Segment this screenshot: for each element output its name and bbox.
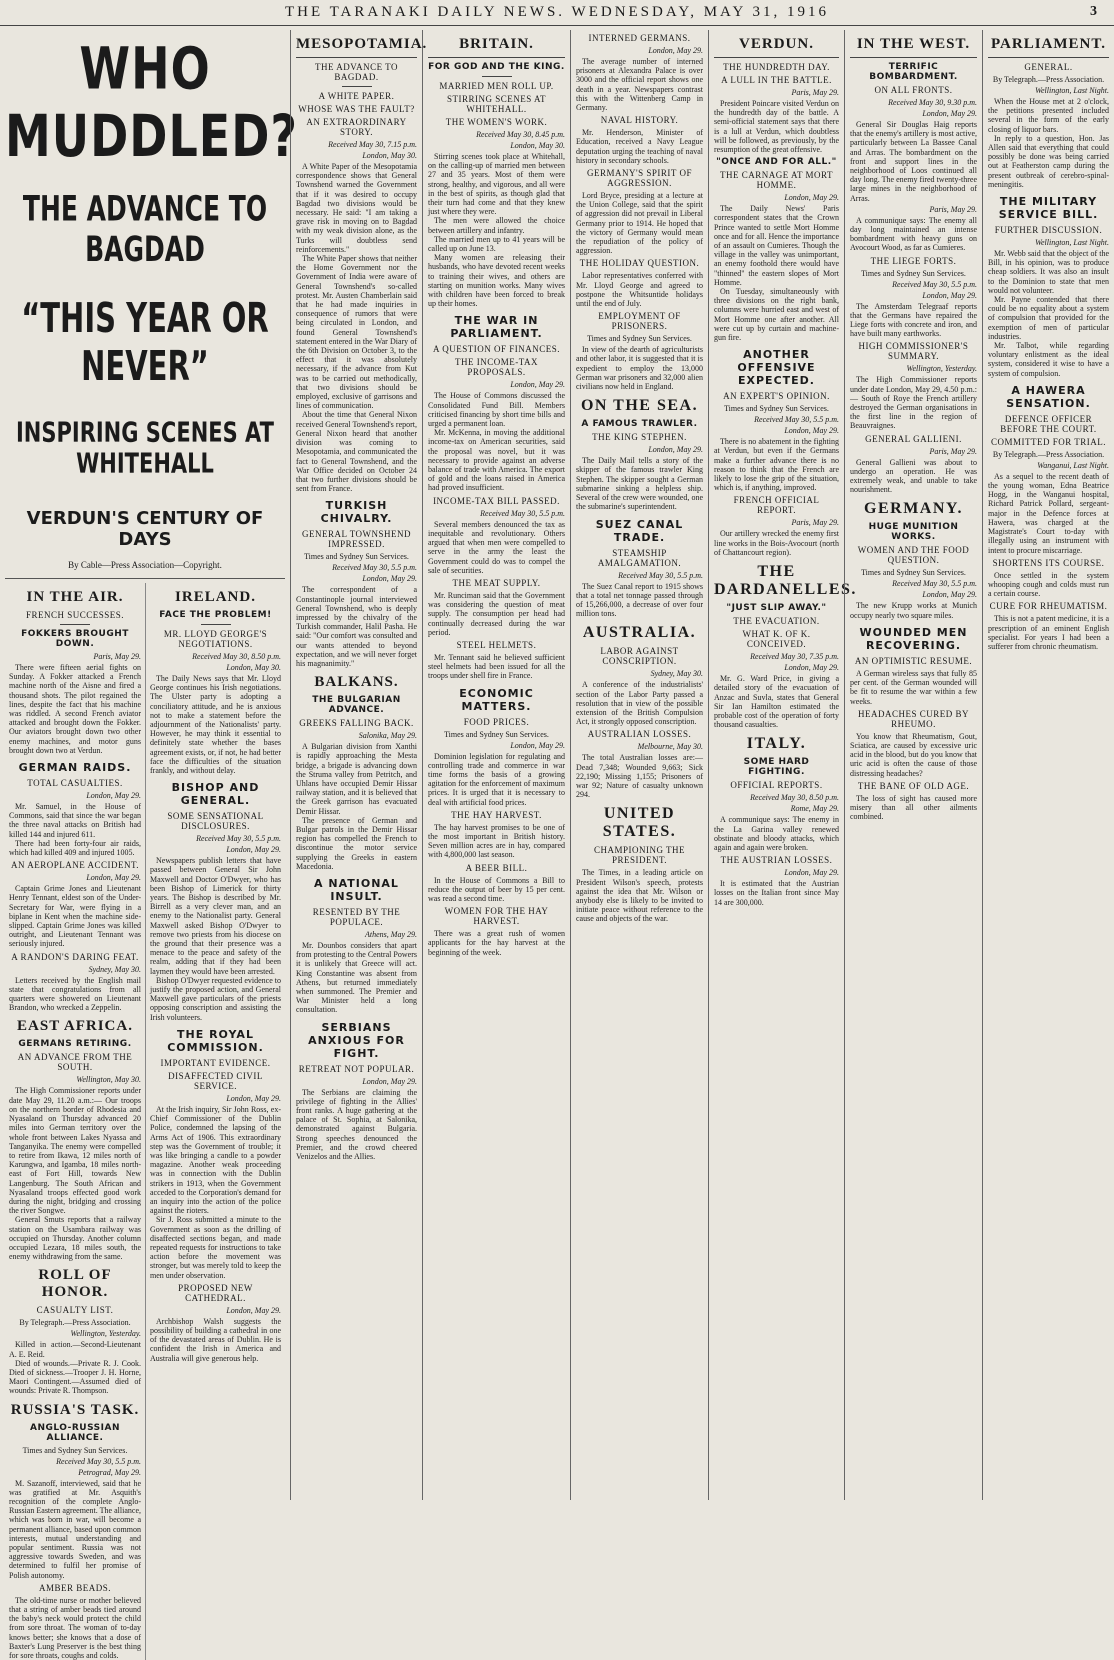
subheading-total-casualties: TOTAL CASUALTIES.	[27, 778, 123, 789]
dateline: Wellington, Yesterday.	[906, 364, 977, 374]
article-text: The House of Commons discussed the Consolidated Fund Bill. Members criticised financing by short time bills and urged a permanent loan.	[428, 391, 565, 429]
column-mesopotamia	[290, 30, 428, 1500]
article-text: Lord Bryce, presiding at a lecture at the Union College, said that the spirit of aggression did not prevail in Liberal Germany prior to 1914. He hoped that the victory of Germany would mean the repudiation of the policy of aggression.	[576, 191, 703, 256]
divider	[988, 57, 1109, 58]
heading-national-insult: A NATIONAL INSULT.	[314, 876, 399, 903]
masthead	[0, 0, 1114, 26]
subheading-french-successes: FRENCH SUCCESSES.	[25, 610, 125, 620]
subheading: GENERAL GALLIENI.	[865, 433, 962, 444]
article-text: Mr. Dounbos considers that apart from protesting to the Central Powers it is unlikely that Greece will act. King Constantine was absent from Athens, but returned immediately when summoned. The Premier and War Minister held a long consultation.	[296, 940, 417, 1015]
article-text: As a sequel to the recent death of the young woman, Edna Beatrice Hogg, in the Wanganui hospital, Richard Patrick Pollard, sergeant-major in the Defence forces at Hawera, was charged at the Magistrate's Court to-day with illegally using an instrument with intent to procure miscarriage.	[988, 471, 1109, 555]
heading-in-the-west: IN THE WEST.	[856, 36, 971, 52]
subheading: HEADACHES CURED BY RHEUMO.	[857, 708, 969, 729]
dateline: Wellington, May 30.	[76, 1075, 141, 1085]
dateline: Paris, May 29.	[93, 652, 141, 661]
subheading: INTERNED GERMANS.	[588, 33, 691, 43]
heading-royal-commission: THE ROYAL COMMISSION.	[167, 1027, 264, 1054]
heading-united-states: UNITED STATES.	[602, 805, 677, 841]
source-line: Times and Sydney Sun Services.	[587, 334, 692, 344]
article-text: Mr. Talbot, while regarding voluntary enlistment as the ideal system, considered it wise to have a system of compulsion.	[988, 341, 1109, 378]
article-text: In view of the dearth of agriculturists and other labor, it is suggested that it is expedient to employ the 13,000 German war prisoners and 32,000 alien civilians now held in England.	[576, 345, 703, 392]
heading-germany: GERMANY.	[864, 500, 963, 518]
source-line: By Telegraph.—Press Association.	[19, 1318, 131, 1328]
subheading: ON ALL FRONTS.	[874, 85, 953, 95]
subheading: STIRRING SCENES AT WHITEHALL.	[446, 94, 546, 114]
heading-ireland: IRELAND.	[175, 589, 256, 605]
article-text: Mr. Tennant said he believed sufficient steel helmets had been issued for all the troops under shell fire in France.	[428, 652, 565, 681]
article-text: When the House met at 2 o'clock, the petitions presented included several in the form of the early closing of liquor bars.	[988, 97, 1109, 134]
dateline: London, May 29.	[784, 663, 839, 673]
subheading: SHORTENS ITS COURSE.	[992, 557, 1105, 568]
column-britain	[422, 30, 570, 1500]
subheading: FOR GOD AND THE KING.	[428, 62, 565, 72]
article-text: Stirring scenes took place at Whitehall, on the calling-up of married men between 27 and 35 years. Most of them were strong, healthy, and vigorous, and all were in the best of spirits, as though glad that their turn had come and that they knew just where they were.	[428, 152, 565, 217]
article-text: The Daily Mail tells a story of the skipper of the famous trawler King Stephen. The skipper sought a German submarine sinking a helpless ship. Several of the crew were wounded, one the submarine's superintendent.	[576, 456, 703, 512]
column-parliament	[982, 30, 1114, 1500]
dateline: Received May 30, 5.5 p.m.	[480, 508, 565, 518]
subheading-important-evidence: IMPORTANT EVIDENCE.	[160, 1057, 271, 1068]
subheading: A LULL IN THE BATTLE.	[721, 75, 832, 85]
article-text: The Daily News' Paris correspondent states that the Crown Prince wanted to settle Mort Homme once and for all. Hence the importance of an assault on Cumieres. Though the village in the valley was unimportant, an enemy foothold there would have "thinned" the eastern slopes of Mort Homme.	[714, 204, 839, 287]
article-text: Bishop O'Dwyer requested evidence to justify the proposed action, and General Maxwell gave particulars of the priests opposing conscription and assisting the Irish volunteers.	[150, 975, 281, 1022]
subheading: COMMITTED FOR TRIAL.	[990, 436, 1107, 447]
dateline: London, May 29.	[226, 1305, 281, 1315]
subheading: "JUST SLIP AWAY."	[726, 603, 827, 614]
article-text: The total Australian losses are:— Dead 7,348; Wounded 9,663; Sick 22,190; Missing 1,155; Prisoners of war 92; Nature of casualty unknown 294.	[576, 753, 703, 800]
dateline: Received May 30, 5.5 p.m.	[892, 579, 977, 589]
subheading: THE MEAT SUPPLY.	[452, 577, 541, 588]
article-text: Archbishop Walsh suggests the possibility of building a cathedral in one of the devastated areas of Dublin. He is confident the Irish in America and Australia will give generous help.	[150, 1316, 281, 1363]
subheading-fokkers: FOKKERS BROUGHT DOWN.	[21, 629, 129, 649]
article-text: There had been forty-four air raids, which had killed 409 and injured 1005.	[9, 838, 141, 858]
column-west	[844, 30, 982, 1500]
subheading: THE BULGARIAN ADVANCE.	[312, 695, 401, 716]
heading-italy: ITALY.	[746, 735, 807, 753]
article-text: The hay harvest promises to be one of the most important in British history. Seven million acres are in hay, compared with 4,800,000 last season.	[428, 822, 565, 860]
article-text: In reply to a question, Hon. Jas Allen said that everything that could possibly be done was being carried out at Featherston camp during the present outbreak of cerebro-spinal-meningitis.	[988, 133, 1109, 189]
article-text: Mr. Samuel, in the House of Commons, said that since the war began the three naval attacks on British had killed 144 and injured 611.	[9, 802, 141, 839]
dateline: Melbourne, May 30.	[637, 742, 703, 752]
article-text: Many women are releasing their husbands, who have devoted recent weeks to training their wives, and others are starting on munition works. Many wives with children have been forced to break up their homes.	[428, 253, 565, 309]
dateline: London, May 29.	[510, 740, 565, 750]
divider	[714, 57, 839, 58]
article-text: At the Irish inquiry, Sir John Ross, ex-Chief Commissioner of the Dublin Police, condemned the lapsing of the Arms Act of 1906. This extraordinary step was the Government of trouble; it was like bringing a candle to a powder magazine. Another weak proceeding was in connection with the Dublin strikers in 1913, when the Government acceded to the Corporation's demand for an inquiry into the action of the police against the rioters.	[150, 1104, 281, 1216]
article-text: A conference of the industrialists' section of the Labor Party passed a resolution that in view of the possible extension of the British Compulsion Act, it strongly opposed conscription.	[576, 680, 703, 727]
dateline: Received May 30, 7.35 p.m.	[750, 652, 839, 662]
divider	[342, 86, 372, 87]
dateline: London, May 29.	[226, 845, 281, 855]
article-text: The White Paper shows that neither the Home Government nor the Government of India were aware of General Townshend's so-called protest. Mr. Austen Chamberlain said that he had made inquiries in consequence of rumors that were being circulated in London, and found General Townshend's statement entered in the War Diary of the 6th Division on October 3, to the effect that it was absolutely necessary, if the advance from Kut was to be carried out methodically, that two divisions should be employed, exclusive of garrisons and lines of communication.	[296, 254, 417, 411]
article-text: The Daily News says that Mr. Lloyd George continues his Irish negotiations. The Ulster party is adopting a conciliatory attitude, and he is anxious not to make a statement before the adjournment of the Nationalists' party. However, he may think it essential to definitely state whether the bases agreement exists, or, if not, he had better face the difficulties of the situation frankly, and without delay.	[150, 674, 281, 776]
subheading: WHAT K. OF K. CONCEIVED.	[742, 629, 811, 650]
dateline: London, May 29.	[784, 426, 839, 436]
dateline: Sydney, May 30.	[650, 669, 703, 679]
article-text: On Tuesday, simultaneously with three divisions on the right bank, columns were hurried east and west of Mort Homme one after another. All were cut up by curtain and machine-gun fire.	[714, 287, 839, 343]
heading-war-in-parliament: THE WAR IN PARLIAMENT.	[450, 314, 543, 341]
article-text: There is no abatement in the fighting at Verdun, but even if the Germans make a further advance there is no reason to think that the French are likely to lose the grip of the situation, which is, if anything, improved.	[714, 437, 839, 493]
article-text: The High Commissioner reports under date May 29, 11.20 a.m.:— Our troops on the northern border of Rhodesia and Nyasaland on Thursday advanced 20 miles into German territory over the whole front between Lakes Nyassa and Tanganyika. The enemy were compelled to retire from Ikawa, 12 miles north of Karungwa, and Igamba, 18 miles north-east of Fort Hill, towards New Langenburg. The South African and Nyasaland troops effected good work during the night, bridging and crossing the river Songwe.	[9, 1086, 141, 1216]
article-text: The High Commissioner reports under date London, May 29, 4.50 p.m.:— South of Roye the French artillery destroyed the German organisations in the first line in the region of Beauvraignes.	[850, 375, 977, 431]
dateline: Paris, May 29.	[929, 204, 977, 214]
dateline: London, May 29.	[510, 380, 565, 390]
divider	[428, 57, 565, 58]
dateline: London, May 29.	[922, 109, 977, 118]
article-text: President Poincare visited Verdun on the hundredth day of the battle. A semi-official statement says that there is a lull at Verdun, which doubtless will be followed, as previously, by the resumption of the great offensive.	[714, 99, 839, 155]
heading-serbians: SERBIANS ANXIOUS FOR FIGHT.	[308, 1020, 405, 1060]
dateline: London, May 30.	[510, 141, 565, 150]
article-text: A communique says: The enemy in the La Garina valley renewed obstinate and bloody attacks, which again and again were broken.	[714, 815, 839, 852]
heading-verdun: VERDUN.	[739, 36, 814, 52]
subheading-amber-beads: AMBER BEADS.	[38, 1582, 111, 1593]
subheading-face-problem: FACE THE PROBLEM!	[159, 610, 272, 620]
heading-military-service-bill: THE MILITARY SERVICE BILL.	[998, 195, 1099, 222]
heading-australia: AUSTRALIA.	[582, 624, 697, 642]
subheading: A FAMOUS TRAWLER.	[581, 419, 698, 430]
subheading: RETREAT NOT POPULAR.	[298, 1063, 415, 1074]
article-text: Mr. Runciman said that the Government was considering the question of meat supply. The consumption per head had continually decreased during the war period.	[428, 590, 565, 637]
subheading: THE LIEGE FORTS.	[870, 255, 957, 266]
article-text: General Gallieni was about to undergo an operation. He was extremely weak, and unable to take nourishment.	[850, 457, 977, 495]
subheading: A WHITE PAPER.	[318, 91, 395, 101]
subheading: FRENCH OFFICIAL REPORT.	[733, 495, 820, 516]
subheading: A BEER BILL.	[465, 862, 528, 873]
subheading: RESENTED BY THE POPULACE.	[312, 906, 401, 927]
heading-suez-canal: SUEZ CANAL TRADE.	[595, 517, 684, 544]
subheading: CHAMPIONING THE PRESIDENT.	[593, 845, 686, 866]
subheading: INCOME-TAX BILL PASSED.	[433, 495, 560, 506]
subheading: SOME HARD FIGHTING.	[743, 757, 810, 778]
subcolumn-air	[5, 583, 145, 1660]
article-text: A communique says: The enemy all day long maintained an intense bombardment with heavy guns on Avocourt Wood, as far as Cumieres.	[850, 215, 977, 253]
subheading: OFFICIAL REPORTS.	[730, 780, 823, 791]
dateline: Petrograd, May 29.	[78, 1467, 141, 1477]
subheading: FOOD PRICES.	[463, 716, 530, 727]
heading-german-raids: GERMAN RAIDS.	[18, 761, 132, 775]
subcolumn-ireland	[145, 583, 285, 1660]
dateline: London, May 29.	[86, 873, 141, 883]
dateline: Paris, May 29.	[929, 446, 977, 456]
dateline: London, May 29.	[648, 46, 703, 55]
article-text: The Suez Canal report to 1915 shows that a total net tonnage passed through of 15,266,000, a decrease of over four million tons.	[576, 581, 703, 619]
subheading-anglo-russian: ANGLO-RUSSIAN ALLIANCE.	[30, 1422, 120, 1443]
source-line: Times and Sydney Sun Services.	[444, 729, 549, 739]
heading-balkans: BALKANS.	[314, 674, 399, 691]
article-text: Mr. Henderson, Minister of Education, received a Navy League deputation urging the teaching of naval history in secondary schools.	[576, 128, 703, 165]
subheading: MARRIED MEN ROLL UP.	[439, 81, 554, 91]
article-text: Killed in action.—Second-Lieutenant A. E. Reid.	[9, 1340, 141, 1359]
dateline: London, May 29.	[226, 1093, 281, 1103]
subheading: AN OPTIMISTIC RESUME.	[854, 655, 973, 666]
heading-russias-task: RUSSIA'S TASK.	[10, 1401, 140, 1418]
dateline: Received May 30, 5.5 p.m.	[618, 570, 703, 580]
dateline: Received May 30, 8.45 p.m.	[476, 130, 565, 139]
subheading: WOMEN AND THE FOOD QUESTION.	[857, 545, 970, 566]
dateline: Received May 30, 8.50 p.m.	[192, 652, 281, 661]
subheading: THE HUNDREDTH DAY.	[723, 62, 830, 72]
article-text: The Times, in a leading article on President Wilson's speech, protests against the idea that Mr. Wilson or anybody else is likely to be invited to initiate peace without reference to the cause and objects of the war.	[576, 868, 703, 924]
heading-dardanelles: THE DARDANELLES.	[714, 563, 857, 599]
article-text: The Amsterdam Telegraaf reports that the Germans have repaired the Liege forts with concrete and iron, and have built many earthworks.	[850, 301, 977, 339]
article-text: General Sir Douglas Haig reports that the enemy's artillery is most active, particularly between La Bassee Canal and Arras. The bombardment on the front and support lines in the neighborhood of Loos continued all day long. The enemy fired twenty-three large mines in the neighborhood of Arras.	[850, 120, 977, 203]
byline: By Cable—Press Association—Copyright.	[68, 560, 222, 570]
subheading: AN EXPERT'S OPINION.	[723, 391, 830, 402]
article-text: You know that Rheumatism, Gout, Sciatica, are caused by excessive uric acid in the blood, but do you know that uric acid is often the cause of those distressing headaches?	[850, 731, 977, 778]
subheading: THE BANE OF OLD AGE.	[857, 780, 970, 791]
dateline: London, May 29.	[362, 1076, 417, 1086]
dateline: Wellington, Yesterday.	[70, 1329, 141, 1339]
source-line: Times and Sydney Sun Services.	[724, 404, 829, 414]
subheading: FURTHER DISCUSSION.	[994, 225, 1103, 236]
subheading: THE HOLIDAY QUESTION.	[579, 258, 700, 269]
dateline: Received May 30, 5.5 p.m.	[332, 563, 417, 573]
heading-mesopotamia: MESOPOTAMIA.	[296, 36, 428, 52]
article-text: Sir J. Ross submitted a minute to the Government as soon as the drilling of disaffected sections began, and made repeated requests for instructions to take action before the movement was stronger, but was merely told to keep the men under observation.	[150, 1215, 281, 1280]
article-text: M. Sazanoff, interviewed, said that he was gratified at Mr. Asquith's recognition of the complete Anglo-Russian Eastern agreement. The alliance, which was born in war, will become a permanent alliance, based upon common interests, mutual understanding and popular sentiment. Russia was not aggressive towards Sweden, and was determined to fulfil her promise of Polish autonomy.	[9, 1478, 141, 1580]
dateline: Received May 30, 9.30 p.m.	[888, 98, 977, 107]
subheading: GREEKS FALLING BACK.	[299, 718, 414, 729]
column-interned-sea	[570, 30, 708, 1500]
heading-in-the-air: IN THE AIR.	[26, 589, 124, 605]
dateline: London, May 29.	[362, 574, 417, 584]
column-verdun	[708, 30, 857, 1500]
subheading-new-cathedral: PROPOSED NEW CATHEDRAL.	[178, 1282, 253, 1303]
article-text: There were fifteen aerial fights on Sunday. A Fokker attacked a French machine north of the Aisne and fired a thousand shots. The pilot regained the lines, despite the fact that his machine was riddled. A second French aviator attacked and brought down the Fokker. Our aviators brought down two other enemy machines, and motor guns brought down two at Verdun.	[9, 663, 141, 755]
article-text: This is not a patent medicine, it is a prescription of an eminent English specialist. For years I had been a sufferer from chronic rheumatism.	[988, 614, 1109, 651]
subheading: THE WOMEN'S WORK.	[445, 117, 548, 127]
subheading: THE HAY HARVEST.	[451, 809, 542, 820]
front-subcolumns	[5, 578, 285, 1660]
subheading-daring-feat: A RANDON'S DARING FEAT.	[11, 951, 139, 962]
article-text: The Serbians are claiming the privilege of fighting in the Allies' front ranks. A huge gathering at the palace of St. Sophia, at Salonika, demonstrated against Bulgaria. Strong speeches denounced the Premier, and the crowd cheered Venizelos and the Allies.	[296, 1087, 417, 1162]
subheading: THE INCOME-TAX PROPOSALS.	[454, 357, 539, 378]
subheading: "ONCE AND FOR ALL."	[716, 157, 837, 168]
heading-another-offensive: ANOTHER OFFENSIVE EXPECTED.	[737, 348, 816, 388]
subheading: HIGH COMMISSIONER'S SUMMARY.	[858, 341, 969, 362]
dateline: London, May 29.	[648, 445, 703, 455]
source-line: Times and Sydney Sun Services.	[861, 568, 966, 578]
heading-wounded-men: WOUNDED MEN RECOVERING.	[859, 625, 968, 652]
article-text: Several members denounced the tax as inequitable and revolutionary. Others argued that when men were compelled to serve in the army the least the Government could do was to compel the sale of securities.	[428, 519, 565, 575]
dateline: London, May 29.	[784, 193, 839, 203]
dateline: Received May 30, 5.5 p.m.	[754, 415, 839, 425]
source-line: Times and Sydney Sun Services.	[22, 1445, 128, 1455]
article-text: The new Krupp works at Munich occupy nearly two square miles.	[850, 601, 977, 620]
headline-this-year-or-never: “THIS YEAR OR NEVER”	[21, 294, 269, 390]
article-text: The loss of sight has caused more misery than all other ailments combined.	[850, 793, 977, 822]
dateline: London, May 29.	[922, 590, 977, 600]
article-text: Once settled in the system whooping cough and colds must run a certain course.	[988, 570, 1109, 599]
article-text: Mr. Payne contended that there could be no equality about a system of compulsion that provided for the exemption of men of particular industries.	[988, 295, 1109, 341]
heading-turkish-chivalry: TURKISH CHIVALRY.	[320, 499, 393, 526]
heading-roll-of-honor: ROLL OF HONOR.	[38, 1267, 112, 1301]
article-text: General Smuts reports that a railway station on the Usambara railway was occupied on Thursday. Another column occupied Lezara, 18 miles south, the enemy withdrawing from the same.	[9, 1215, 141, 1262]
article-text: The married men up to 41 years will be called up on June 13.	[428, 234, 565, 254]
source-line: Times and Sydney Sun Services.	[304, 552, 409, 562]
subheading: STEEL HELMETS.	[456, 639, 537, 650]
subheading-casualty-list: CASUALTY LIST.	[36, 1305, 114, 1316]
article-text: The old-time nurse or mother believed that a string of amber beads tied around the baby's neck would protect the child from sore throat. The woman of to-day knows better; she knows that a dose of Baxter's Lung Preserver is the best thing for sore throats, coughs and colds.	[9, 1595, 141, 1660]
article-text: Dominion legislation for regulating and controlling trade and commerce in war time forms the basis of a growing agitation for the enforcement of maximum prices. It is urged that it is necessary to deal with artificial food prices.	[428, 751, 565, 807]
dateline: Paris, May 29.	[791, 88, 839, 97]
article-text: The average number of interned prisoners at Alexandra Palace is over 3000 and the official report shows one death in a year. Newspapers contrast this with the Wittenberg Camp in Germany.	[576, 57, 703, 113]
divider	[850, 57, 977, 58]
dateline: Rome, May 29.	[790, 804, 839, 814]
masthead-title: THE TARANAKI DAILY NEWS. WEDNESDAY, MAY 31, 1916	[284, 4, 830, 20]
article-text: The men were allowed the choice between artillery and infantry.	[428, 216, 565, 235]
subheading: AN EXTRAORDINARY STORY.	[306, 117, 407, 137]
dateline: Athens, May 29.	[365, 929, 417, 939]
subheading: THE ADVANCE TO BAGDAD.	[314, 62, 398, 82]
article-text: Mr. G. Ward Price, in giving a detailed story of the evacuation of Anzac and Suvla, states that General Sir Ian Hamilton estimated the probable cost of the operation of forty thousand casualties.	[714, 674, 839, 730]
dateline: London, May 29.	[784, 868, 839, 878]
page-number: 3	[1090, 4, 1100, 19]
article-text: A Bulgarian division from Xanthi is rapidly approaching the Mesta bridge, a brigade is advancing down the Struma valley from Petritch, and Uhlans have occupied Demir Hissar railway station, and it is believed that the Greek garrison has evacuated Demir Hissar.	[296, 742, 417, 816]
dateline: Paris, May 29.	[791, 518, 839, 528]
divider	[60, 624, 90, 625]
dateline: Received May 30, 5.5 p.m.	[56, 1456, 141, 1466]
article-text: There was a great rush of women applicants for the hay harvest at the beginning of the week.	[428, 929, 565, 957]
article-text: Mr. Webb said that the object of the Bill, in his opinion, was to produce cheap soldiers. It was also an insult to the Dominion to state that men would not volunteer.	[988, 249, 1109, 295]
article-text: Letters received by the English mail state that congratulations from all quarters were showered on Lieutenant Brandon, who wrecked a Zeppelin.	[9, 975, 141, 1013]
subheading: GENERAL TOWNSHEND IMPRESSED.	[301, 529, 412, 550]
subheading: GERMANY'S SPIRIT OF AGGRESSION.	[587, 168, 692, 189]
subheading: AUSTRALIAN LOSSES.	[587, 729, 692, 740]
heading-britain: BRITAIN.	[459, 36, 534, 52]
subheading: WHOSE WAS THE FAULT?	[298, 104, 415, 114]
article-text: A German wireless says that fully 85 per cent. of the German wounded will be fit to resume the war within a few weeks.	[850, 668, 977, 706]
heading-east-africa: EAST AFRICA.	[17, 1018, 133, 1035]
dateline: London, May 29.	[922, 290, 977, 300]
dateline: Salonika, May 29.	[358, 731, 417, 741]
source-line: Times and Sydney Sun Services.	[861, 268, 966, 278]
article-text: Died of wounds.—Private R. J. Cook. Died of sickness.—Trooper J. H. Horne, Maori Contingent.—Assumed died of wounds: Private R. Thompson.	[9, 1358, 141, 1396]
subheading: A QUESTION OF FINANCES.	[432, 344, 560, 355]
subheading: DEFENCE OFFICER BEFORE THE COURT.	[1000, 413, 1097, 434]
dateline: Received May 30, 5.5 p.m.	[892, 279, 977, 289]
heading-parliament: PARLIAMENT.	[990, 36, 1107, 52]
subheading-lloyd-george: MR. LLOYD GEORGE'S NEGOTIATIONS.	[163, 629, 268, 649]
article-text: The correspondent of a Constantinople journal interviewed General Townshend, who is deeply impressed by the chivalry of the Turkish commander, Halil Pasha. He said: "Our comfort was consulted and our wants attended to beyond expectation, and we will never forget his magnanimity."	[296, 585, 417, 668]
subheading: STEAMSHIP AMALGAMATION.	[597, 547, 682, 568]
dateline: London, May 30.	[226, 663, 281, 672]
article-text: A White Paper of the Mesopotamia correspondence shows that General Townshend warned the Government that if it was desired to occupy Bagdad two divisions would be necessary. He said: "I am taking a grave risk in moving on to Bagdad with my weak division alone, as the Turks will doubtless send reinforcements."	[296, 162, 417, 254]
heading-on-the-sea: ON THE SEA.	[580, 397, 699, 415]
heading-hawera-sensation: A HAWERA SENSATION.	[1006, 383, 1091, 410]
article-text: Mr. McKenna, in moving the additional income-tax on American securities, said the proposal was novel, but it was necessary to provide against an adverse balance of trade with America. The export of gold and the loans raised in America had proved insufficient.	[428, 428, 565, 493]
subheading-advance-south: AN ADVANCE FROM THE SOUTH.	[17, 1052, 133, 1073]
divider	[296, 57, 417, 58]
article-text: Newspapers publish letters that have passed between General Sir John Maxwell and Doctor O'Dwyer, who has been Bishop of Limerick for thirty years. The Bishop is described by Mr. Birrell as a very clever man, and an enemy to the Nationalist party. General Maxwell asked Bishop O'Dwyer to remove two priests from his diocese on the ground that their presence was a menace to the peace and safety of the realm, adding that if they had been laymen they would have been arrested.	[150, 856, 281, 976]
headline-advance-bagdad: THE ADVANCE TO BAGDAD	[22, 188, 268, 270]
article-text: Labor representatives conferred with Mr. Lloyd George and agreed to postpone the Whitsuntide holidays until the end of July.	[576, 271, 703, 309]
subheading: THE CARNAGE AT MORT HOMME.	[719, 170, 834, 191]
subheading: HUGE MUNITION WORKS.	[868, 522, 959, 543]
dateline: Received May 30, 8.50 p.m.	[750, 793, 839, 803]
subheading-germans-retiring: GERMANS RETIRING.	[18, 1039, 132, 1050]
dateline: Sydney, May 30.	[88, 964, 141, 974]
subheading: NAVAL HISTORY.	[600, 115, 679, 126]
dateline: Received May 30, 5.5 p.m.	[196, 834, 281, 844]
divider	[482, 76, 512, 77]
source-line: By Telegraph.—Press Association.	[992, 449, 1105, 459]
dateline: London, May 29.	[86, 791, 141, 801]
subheading: THE AUSTRIAN LOSSES.	[720, 855, 833, 866]
heading-economic-matters: ECONOMIC MATTERS.	[459, 686, 534, 713]
subheading: TERRIFIC BOMBARDMENT.	[869, 62, 958, 82]
column-front	[0, 30, 299, 1660]
subheading: WOMEN FOR THE HAY HARVEST.	[444, 906, 549, 927]
headline-who-muddled: WHO MUDDLED?	[5, 34, 299, 170]
article-text: About the time that General Nixon received General Townshend's report, General Nixon heard that another division was coming to Mesopotamia, and communicated the fact to General Townshend, and the War Office decided on October 24 that two further divisions should be sent from France.	[296, 410, 417, 494]
subheading: LABOR AGAINST CONSCRIPTION.	[600, 646, 679, 667]
subheading: CURE FOR RHEUMATISM.	[989, 601, 1108, 612]
article-text: Our artillery wrecked the enemy first line works in the Bois-Avocourt (north of Chattancourt region).	[714, 529, 839, 557]
heading-bishop-general: BISHOP AND GENERAL.	[171, 781, 260, 808]
article-text: In the House of Commons a Bill to reduce the output of beer by 15 per cent. was read a second time.	[428, 875, 565, 903]
article-text: The presence of German and Bulgar patrols in the Demir Hissar region has compelled the French to discontinue the motor service supplying the Greeks in eastern Macedonia.	[296, 815, 417, 871]
subheading: EMPLOYMENT OF PRISONERS.	[598, 311, 681, 332]
article-text: It is estimated that the Austrian losses on the Italian front since May 14 are 300,000.	[714, 879, 839, 907]
subheading: THE EVACUATION.	[733, 616, 820, 627]
subheading: THE KING STEPHEN.	[592, 432, 687, 443]
source-line: By Telegraph.—Press Association.	[992, 75, 1105, 84]
dateline: Wanganui, Last Night.	[1037, 460, 1109, 470]
subheading-aeroplane-accident: AN AEROPLANE ACCIDENT.	[10, 860, 140, 871]
divider	[201, 624, 231, 625]
subheading: GENERAL.	[1024, 62, 1073, 72]
headline-whitehall: INSPIRING SCENES AT WHITEHALL	[15, 416, 274, 480]
subheading-disclosures: SOME SENSATIONAL DISCLOSURES.	[167, 811, 264, 832]
dateline: Received May 30, 7.15 p.m.	[328, 140, 417, 149]
dateline: London, May 30.	[362, 151, 417, 160]
subheading-civil-service: DISAFFECTED CIVIL SERVICE.	[168, 1070, 263, 1091]
dateline: Wellington, Last Night.	[1035, 86, 1109, 95]
headline-verdun-century: VERDUN'S CENTURY OF DAYS	[26, 508, 264, 550]
article-text: Captain Grime Jones and Lieutenant Henry Tennant, eldest son of the Under-Secretary for War, were flying in a biplane in Kent when the machine side-slipped. Captain Grime Jones was killed outright, and Lieutenant Tennant was seriously injured.	[9, 884, 141, 949]
dateline: Wellington, Last Night.	[1035, 238, 1109, 248]
